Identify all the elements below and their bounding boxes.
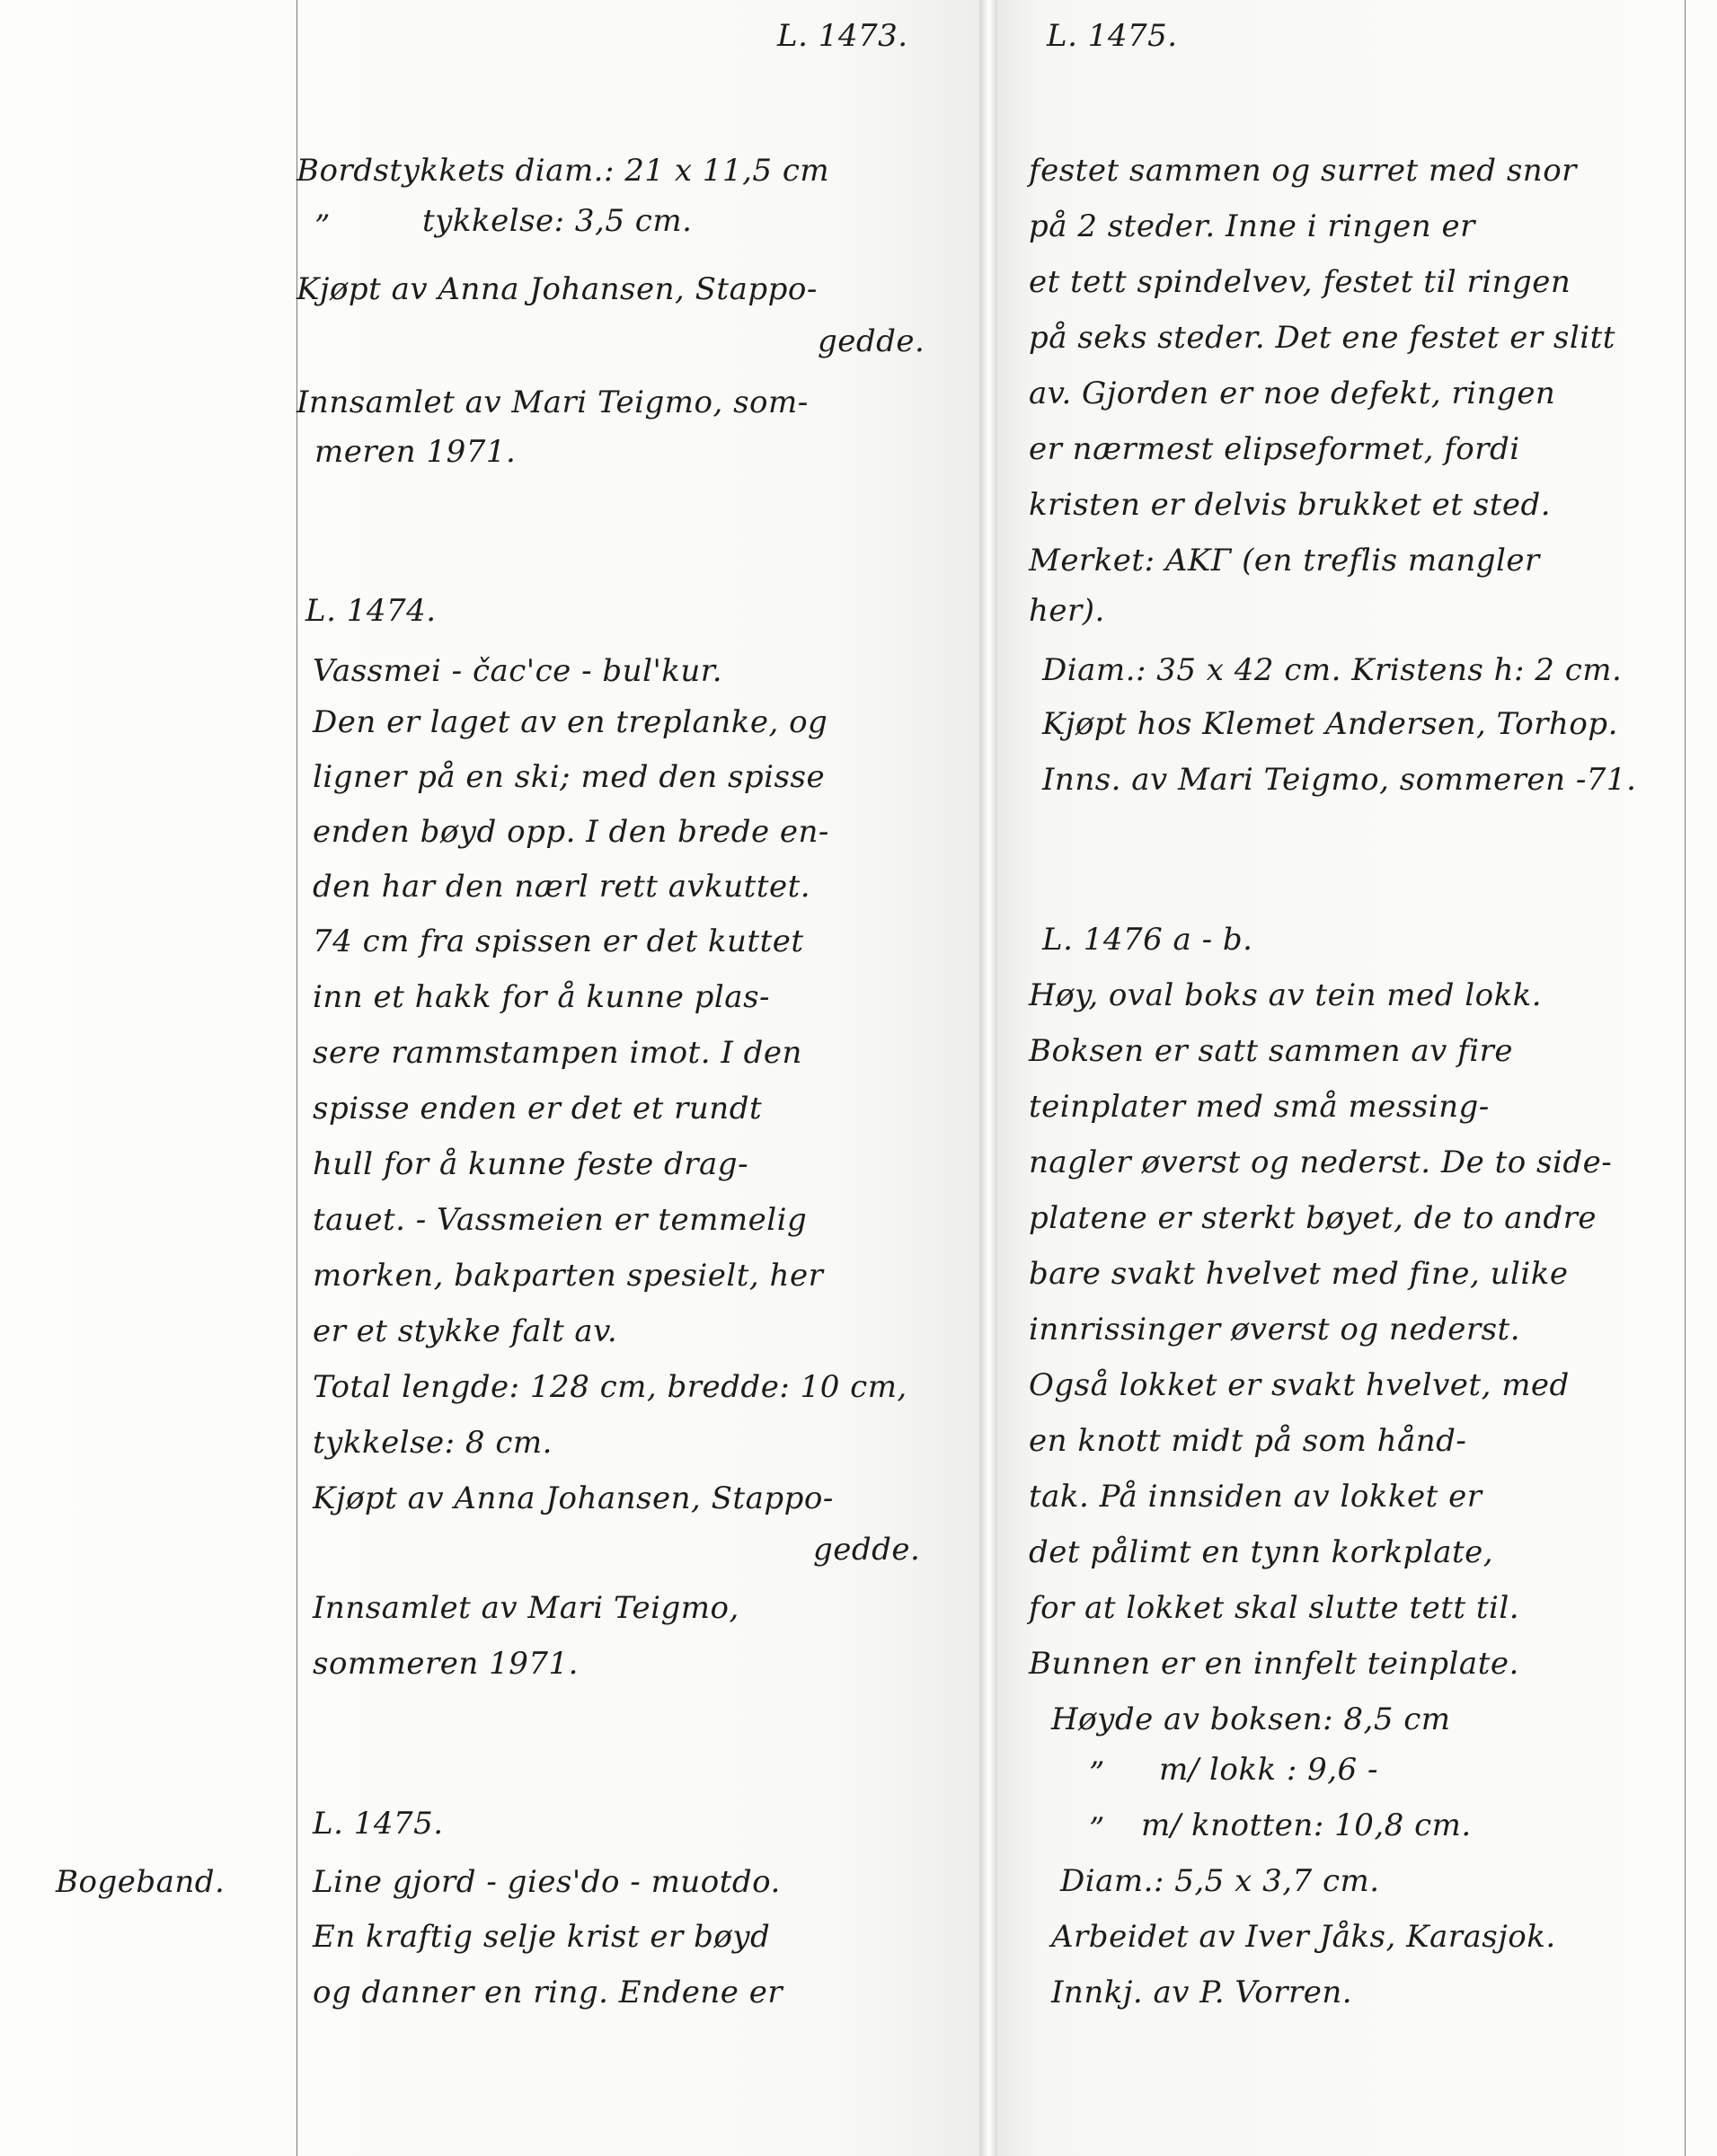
left-page-header: L. 1473. — [777, 18, 908, 54]
left-text-line: sere rammstampen imot. I den — [313, 1035, 802, 1071]
left-text-line: gedde. — [818, 323, 925, 359]
right-text-line: kristen er delvis brukket et sted. — [1029, 487, 1552, 523]
left-text-line: Kjøpt av Anna Johansen, Stappo- — [296, 271, 818, 307]
right-text-line: her). — [1029, 593, 1105, 629]
ditto-mark: ” — [1089, 1811, 1105, 1847]
left-text-line: Innsamlet av Mari Teigmo, — [313, 1590, 739, 1626]
right-text-line: et tett spindelvev, festet til ringen — [1029, 264, 1571, 300]
right-text-line: på 2 steder. Inne i ringen er — [1029, 208, 1475, 244]
right-text-line: m/ knotten: 10,8 cm. — [1141, 1807, 1472, 1843]
right-text-line: teinplater med små messing- — [1029, 1089, 1490, 1125]
right-text-line: L. 1476 a - b. — [1042, 922, 1253, 958]
right-margin-rule — [1685, 0, 1686, 2156]
right-text-line: på seks steder. Det ene festet er slitt — [1029, 320, 1615, 356]
left-text-line: sommeren 1971. — [313, 1646, 579, 1682]
right-text-line: festet sammen og surret med snor — [1029, 153, 1577, 189]
right-text-line: platene er sterkt bøyet, de to andre — [1029, 1200, 1598, 1236]
left-text-line: L. 1474. — [305, 593, 437, 629]
left-text-line: tykkelse: 8 cm. — [313, 1425, 553, 1461]
left-text-line: er et stykke falt av. — [313, 1313, 618, 1349]
right-text-line: Innkj. av P. Vorren. — [1051, 1975, 1353, 2010]
right-text-line: en knott midt på som hånd- — [1029, 1423, 1467, 1459]
left-text-line: L. 1475. — [313, 1806, 444, 1842]
ditto-mark: ” — [1089, 1755, 1105, 1791]
left-text-line: Line gjord - gies'do - muotdo. — [313, 1864, 781, 1900]
right-text-line: Merket: AKГ (en treflis mangler — [1029, 543, 1540, 579]
left-text-line: tykkelse: 3,5 cm. — [422, 203, 693, 239]
book-binding — [979, 0, 997, 2156]
left-text-line: tauet. - Vassmeien er temmelig — [313, 1202, 808, 1238]
right-text-line: m/ lokk : 9,6 - — [1159, 1752, 1378, 1788]
left-text-line: Vassmei - čac'ce - bul'kur. — [313, 653, 723, 689]
left-text-line: hull for å kunne feste drag- — [313, 1146, 749, 1182]
left-text-line: meren 1971. — [314, 434, 517, 470]
right-text-line: Diam.: 35 x 42 cm. Kristens h: 2 cm. — [1042, 652, 1623, 688]
right-text-line: Høyde av boksen: 8,5 cm — [1051, 1701, 1451, 1737]
left-text-line: spisse enden er det et rundt — [313, 1091, 763, 1127]
right-page-header: L. 1475. — [1047, 18, 1178, 54]
right-text-line: for at lokket skal slutte tett til. — [1029, 1590, 1520, 1626]
left-text-line: Total lengde: 128 cm, bredde: 10 cm, — [313, 1369, 907, 1405]
left-text-line: 74 cm fra spissen er det kuttet — [313, 923, 804, 959]
right-text-line: nagler øverst og nederst. De to side- — [1029, 1144, 1613, 1180]
left-text-line: ligner på en ski; med den spisse — [313, 759, 826, 795]
ditto-mark: ” — [314, 208, 331, 244]
left-text-line: Innsamlet av Mari Teigmo, som- — [296, 384, 809, 420]
right-text-line: Diam.: 5,5 x 3,7 cm. — [1060, 1863, 1380, 1899]
right-text-line: Også lokket er svakt hvelvet, med — [1029, 1367, 1570, 1403]
right-text-line: Bunnen er en innfelt teinplate. — [1029, 1646, 1519, 1682]
right-text-line: innrissinger øverst og nederst. — [1029, 1312, 1520, 1348]
right-text-line: bare svakt hvelvet med fine, ulike — [1029, 1256, 1569, 1292]
right-text-line: tak. På innsiden av lokket er — [1029, 1479, 1482, 1515]
left-text-line: gedde. — [813, 1532, 921, 1568]
left-text-line: morken, bakparten spesielt, her — [313, 1258, 824, 1294]
margin-note: Bogeband. — [56, 1864, 226, 1900]
left-text-line: Kjøpt av Anna Johansen, Stappo- — [313, 1480, 834, 1516]
right-text-line: Høy, oval boks av tein med lokk. — [1029, 977, 1543, 1013]
right-text-line: er nærmest elipseformet, fordi — [1029, 431, 1520, 467]
left-text-line: Bordstykkets diam.: 21 x 11,5 cm — [296, 153, 830, 189]
right-text-line: Arbeidet av Iver Jåks, Karasjok. — [1051, 1919, 1556, 1955]
right-text-line: av. Gjorden er noe defekt, ringen — [1029, 376, 1556, 411]
right-text-line: Inns. av Mari Teigmo, sommeren -71. — [1042, 762, 1637, 798]
left-margin-rule — [296, 0, 297, 2156]
left-text-line: og danner en ring. Endene er — [313, 1975, 783, 2010]
left-text-line: inn et hakk for å kunne plas- — [313, 979, 771, 1015]
left-text-line: En kraftig selje krist er bøyd — [313, 1919, 771, 1955]
right-text-line: Boksen er satt sammen av fire — [1029, 1033, 1514, 1069]
left-text-line: Den er laget av en treplanke, og — [313, 704, 828, 740]
right-text-line: Kjøpt hos Klemet Andersen, Torhop. — [1042, 706, 1618, 742]
right-text-line: det pålimt en tynn korkplate, — [1029, 1534, 1494, 1570]
left-text-line: den har den nærl rett avkuttet. — [313, 869, 811, 905]
left-text-line: enden bøyd opp. I den brede en- — [313, 814, 829, 850]
